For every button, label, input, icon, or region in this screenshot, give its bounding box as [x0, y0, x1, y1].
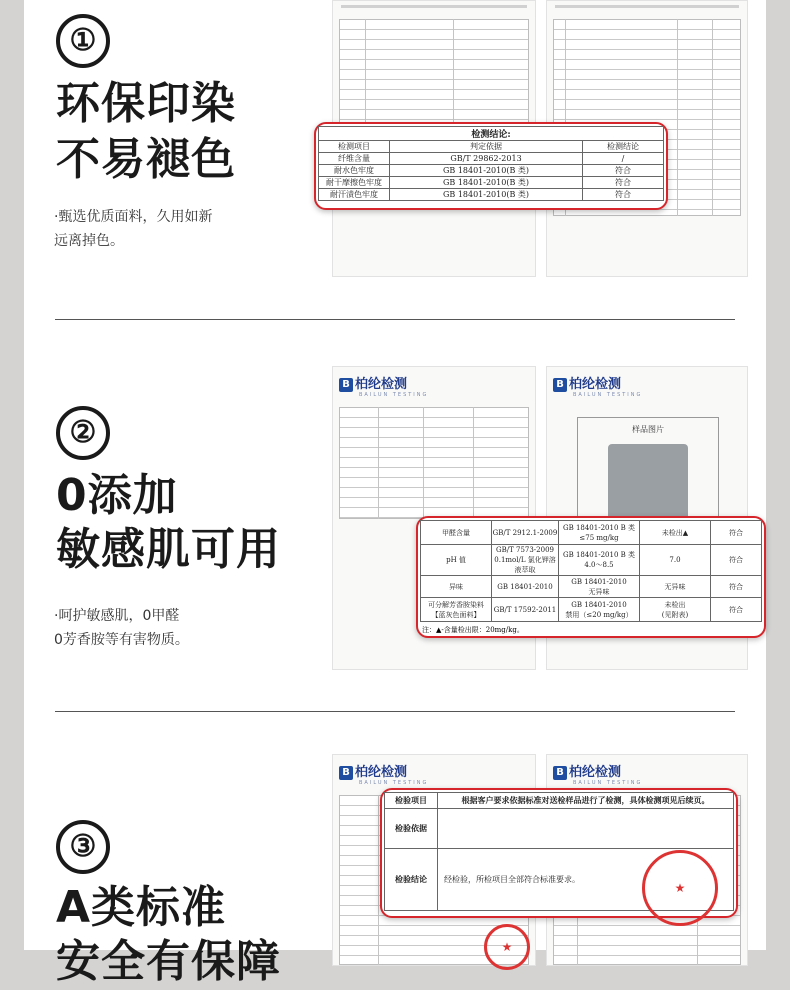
table-cell: /	[583, 153, 664, 165]
column-header: 检测项目	[319, 141, 390, 153]
section-title-line1: 环保印染	[56, 78, 236, 129]
table-row	[319, 189, 664, 201]
brand-mark-icon: B	[339, 378, 353, 392]
table-cell: 无异味	[640, 576, 711, 598]
section-title-line2: 敏感肌可用	[56, 524, 281, 575]
table-cell: 耐汗渍色牢度	[319, 189, 390, 201]
table-cell: 异味	[421, 576, 492, 598]
section-title-line2: 不易褪色	[56, 134, 236, 185]
brand-logo	[553, 761, 642, 786]
brand-sub: BAILUN TESTING	[573, 780, 643, 786]
section-dyeing	[24, 0, 766, 320]
section-number: ②	[56, 406, 110, 460]
table-row	[421, 598, 762, 622]
table-row	[421, 576, 762, 598]
brand-name: 柏纶检测	[569, 765, 622, 780]
table-cell: 甲醛含量	[421, 521, 492, 545]
section-title-line1: 0添加	[56, 470, 178, 521]
table-cell: 检验项目	[385, 793, 438, 809]
official-stamp: ★	[642, 850, 718, 926]
table-cell: GB 18401-2010(B 类)	[390, 165, 583, 177]
section-number: ①	[56, 14, 110, 68]
table-row	[319, 153, 664, 165]
table-cell: 根据客户要求依据标准对送检样品进行了检测，具体检测项见后续页。	[438, 793, 734, 809]
table-cell	[438, 809, 734, 849]
table-row	[421, 545, 762, 576]
conclusion-heading: 检测结论:	[319, 127, 664, 141]
table-cell: GB 18401-2010(B 类)	[390, 177, 583, 189]
brand-mark-icon: B	[553, 378, 567, 392]
table-cell: 符合	[711, 576, 762, 598]
table-cell: GB/T 17592-2011	[492, 598, 559, 622]
table-cell: 未检出▲	[640, 521, 711, 545]
table-cell: GB 18401-2010	[492, 576, 559, 598]
section-desc-line1: ·甄选优质面料，久用如新	[54, 209, 213, 225]
table-cell: GB 18401-2010 禁用（≤20 mg/kg）	[559, 598, 640, 622]
section-desc-line2: 远离掉色。	[54, 233, 124, 249]
table-cell: 经检验，所检项目全部符合标准要求。	[438, 849, 734, 911]
brand-mark-icon: B	[339, 766, 353, 780]
table-cell: 符合	[711, 521, 762, 545]
table-cell: 7.0	[640, 545, 711, 576]
table-row	[385, 793, 734, 809]
table-cell: GB/T 29862-2013	[390, 153, 583, 165]
section-title-line2: 安全有保障	[56, 936, 281, 987]
table-cell: 纤维含量	[319, 153, 390, 165]
table-cell: GB 18401-2010 B 类 4.0～8.5	[559, 545, 640, 576]
table-cell: GB/T 2912.1-2009	[492, 521, 559, 545]
brand-sub: BAILUN TESTING	[359, 780, 429, 786]
brand-name: 柏纶检测	[355, 377, 408, 392]
section-desc-line1: ·呵护敏感肌，0甲醛	[54, 608, 180, 624]
section-a-class	[24, 712, 766, 987]
table-cell: 符合	[711, 545, 762, 576]
brand-name: 柏纶检测	[355, 765, 408, 780]
table-row	[421, 521, 762, 545]
table-row	[319, 165, 664, 177]
brand-logo	[339, 761, 428, 786]
table-cell: GB 18401-2010 无异味	[559, 576, 640, 598]
table-cell: 检验结论	[385, 849, 438, 911]
section-sensitive-skin	[24, 320, 766, 712]
brand-logo	[339, 373, 428, 398]
table-cell: GB/T 7573-2009 0.1mol/L 氯化钾溶液萃取	[492, 545, 559, 576]
table-cell: 符合	[583, 165, 664, 177]
table-cell: 耐水色牢度	[319, 165, 390, 177]
brand-sub: BAILUN TESTING	[573, 392, 643, 398]
brand-logo	[553, 373, 642, 398]
test-results-callout	[416, 516, 766, 638]
table-cell: 可分解芳香胺染料 【蓝灰色面料】	[421, 598, 492, 622]
section-title-line1: A类标准	[56, 882, 227, 933]
official-stamp: ★	[484, 924, 530, 970]
table-cell: 符合	[583, 177, 664, 189]
table-cell: 未检出 (见附表)	[640, 598, 711, 622]
table-row	[385, 809, 734, 849]
brand-name: 柏纶检测	[569, 377, 622, 392]
table-cell: 检验依据	[385, 809, 438, 849]
table-note: 注：▲-含量检出限：20mg/kg。	[422, 626, 524, 634]
table-row	[319, 177, 664, 189]
section-desc-line2: 0芳香胺等有害物质。	[54, 632, 189, 648]
test-conclusion-callout	[314, 122, 668, 210]
column-header: 判定依据	[390, 141, 583, 153]
table-cell: 耐干摩擦色牢度	[319, 177, 390, 189]
content-panel	[24, 0, 766, 987]
table-cell: 符合	[583, 189, 664, 201]
brand-mark-icon: B	[553, 766, 567, 780]
column-header: 检测结论	[583, 141, 664, 153]
brand-sub: BAILUN TESTING	[359, 392, 429, 398]
table-cell: GB 18401-2010 B 类 ≤75 mg/kg	[559, 521, 640, 545]
table-cell: pH 值	[421, 545, 492, 576]
table-cell: 符合	[711, 598, 762, 622]
table-cell: GB 18401-2010(B 类)	[390, 189, 583, 201]
section-number: ③	[56, 820, 110, 874]
sample-label: 样品图片	[632, 425, 664, 434]
